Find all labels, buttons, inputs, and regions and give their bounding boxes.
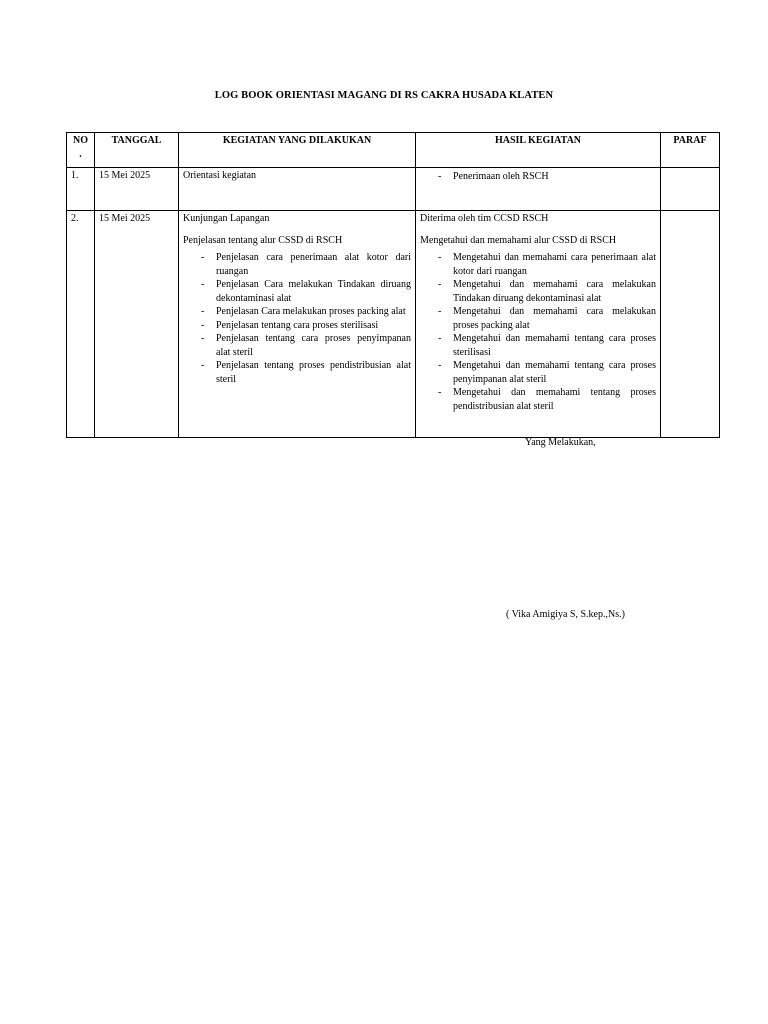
signature-name: ( Vika Amigiya S, S.kep.,Ns.) [506,609,625,620]
list-item: - Penjelasan tentang proses pendistribusian alat steril [183,359,411,386]
document-title: LOG BOOK ORIENTASI MAGANG DI RS CAKRA HUSADA KLATEN [214,90,554,101]
kegiatan-text: Kunjungan Lapangan [183,213,270,224]
list-item: - Mengetahui dan memahami tentang proses pendistribusian alat steril [420,386,656,413]
list-item: - Penerimaan oleh RSCH [420,170,656,184]
list-item: - Mengetahui dan memahami cara melakukan proses packing alat [420,305,656,332]
signature-label: Yang Melakukan, [525,437,596,448]
list-item: - Penjelasan tentang cara proses penyimpanan alat steril [183,332,411,359]
row-paraf [661,211,720,438]
list-item: - Penjelasan Cara melakukan proses packing alat [183,305,411,319]
kegiatan-subtitle: Penjelasan tentang alur CSSD di RSCH [183,234,343,246]
row-hasil [416,168,661,211]
list-item: - Penjelasan tentang cara proses sterilisasi [183,319,411,333]
list-item: - Penjelasan Cara melakukan Tindakan diruang dekontaminasi alat [183,278,411,305]
hasil-list [420,251,656,413]
kegiatan-list [183,251,411,386]
table-header-row [67,133,720,168]
header-kegiatan: KEGIATAN YANG DILAKUKAN [179,133,416,168]
list-item: - Mengetahui dan memahami cara penerimaan alat kotor dari ruangan [420,251,656,278]
row-no: 1. [67,168,95,211]
table-row [67,168,720,211]
header-tanggal: TANGGAL [95,133,179,168]
table-row [67,211,720,438]
header-paraf: PARAF [661,133,720,168]
row-hasil [416,211,661,438]
hasil-text: Diterima oleh tim CCSD RSCH [420,213,549,224]
row-tanggal: 15 Mei 2025 [95,211,179,438]
row-no: 2. [67,211,95,438]
list-item: - Mengetahui dan memahami cara melakukan Tindakan diruang dekontaminasi alat [420,278,656,305]
list-item: - Penjelasan cara penerimaan alat kotor dari ruangan [183,251,411,278]
row-kegiatan [179,211,416,438]
row-paraf [661,168,720,211]
header-no: NO . [67,133,95,168]
row-tanggal: 15 Mei 2025 [95,168,179,211]
kegiatan-text: Orientasi kegiatan [183,170,257,181]
header-hasil: HASIL KEGIATAN [416,133,661,168]
hasil-list [420,170,656,184]
list-item: - Mengetahui dan memahami tentang cara proses penyimpanan alat steril [420,359,656,386]
hasil-subtitle: Mengetahui dan memahami alur CSSD di RSCH [420,234,617,246]
logbook-table [66,132,720,438]
list-item: - Mengetahui dan memahami tentang cara proses sterilisasi [420,332,656,359]
row-kegiatan [179,168,416,211]
